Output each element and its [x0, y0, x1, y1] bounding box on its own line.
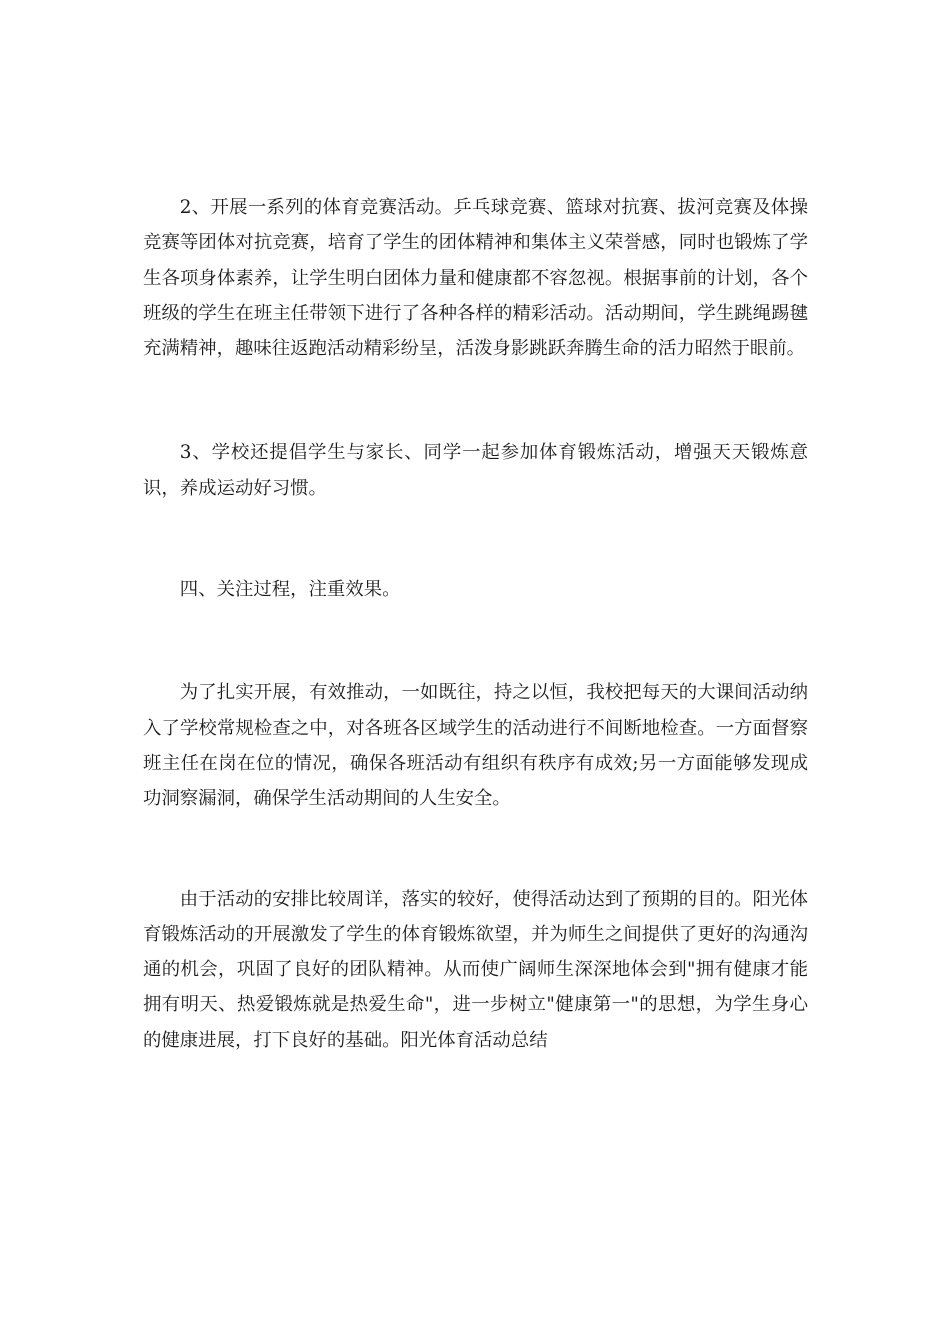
document-body	[143, 190, 808, 1058]
paragraph-spacer	[143, 607, 808, 675]
paragraph-spacer	[143, 506, 808, 572]
paragraph-spacer	[143, 817, 808, 882]
paragraph-family-exercise: 3、学校还提倡学生与家长、同学一起参加体育锻炼活动，增强天天锻炼意识，养成运动好习惯。	[143, 442, 808, 499]
paragraph-sports-competitions: 2、开展一系列的体育竞赛活动。乒乓球竞赛、篮球对抗赛、拔河竞赛及体操竞赛等团体对抗竞赛，培育了学生的团体精神和集体主义荣誉感，同时也锻炼了学生各项身体素养，让学生明白团体力量和健康都不容忽视。根据事前的计划，各个班级的学生在班主任带领下进行了各种各样的精彩活动。活动期间，学生跳绳踢毽充满精神，趣味往返跑活动精彩纷呈，活泼身影跳跃奔腾生命的活力昭然于眼前。	[143, 197, 808, 360]
section-heading-focus-on-process: 四、关注过程，注重效果。	[179, 579, 401, 601]
paragraph-spacer	[143, 366, 808, 435]
paragraph-routine-inspection: 为了扎实开展，有效推动，一如既往，持之以恒，我校把每天的大课间活动纳入了学校常规检查之中，对各班各区域学生的活动进行不间断地检查。一方面督察班主任在岗在位的情况，确保各班活动有组织有秩序有成效;另一方面能够发现成功洞察漏洞，确保学生活动期间的人生安全。	[143, 682, 808, 810]
paragraph-conclusion: 由于活动的安排比较周详，落实的较好，使得活动达到了预期的目的。阳光体育锻炼活动的开展激发了学生的体育锻炼欲望，并为师生之间提供了更好的沟通沟通的机会，巩固了良好的团队精神。从而使广阔师生深深地体会到"拥有健康才能拥有明天、热爱锻炼就是热爱生命"，进一步树立"健康第一"的思想，为学生身心的健康进展，打下良好的基础。阳光体育活动总结	[143, 888, 808, 1051]
